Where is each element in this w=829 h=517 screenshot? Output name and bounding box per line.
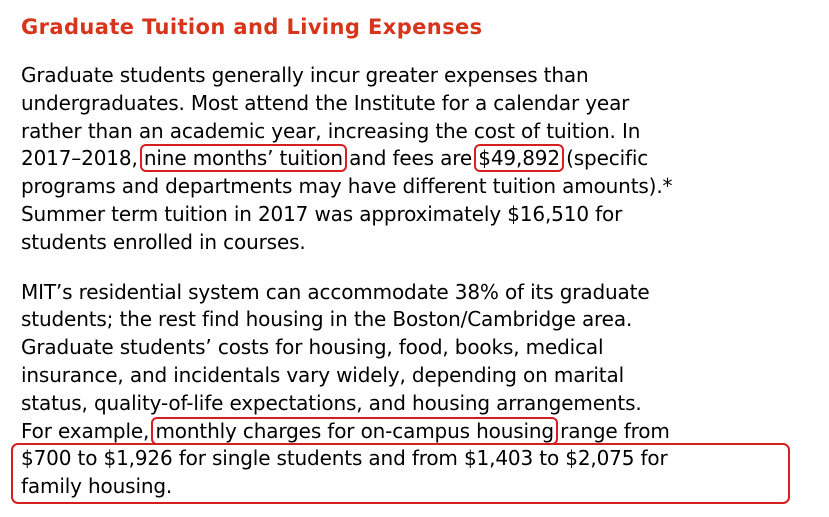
section-heading: Graduate Tuition and Living Expenses (21, 15, 483, 39)
text-line: undergraduates. Most attend the Institute for a calendar year (21, 90, 630, 115)
text-fragment: range from (553, 418, 670, 443)
text-line: MIT’s residential system can accommodate 38% of its graduate (21, 279, 650, 304)
text-line: Graduate students generally incur greater expenses than (21, 63, 589, 87)
text-line: rather than an academic year, increasing the cost of tuition. In (21, 118, 641, 143)
text-line: Summer term tuition in 2017 was approximately $16,510 for (21, 201, 623, 226)
text-line (21, 145, 811, 173)
text-line: insurance, and incidentals vary widely, depending on marital (21, 362, 625, 387)
highlight-nine-months-tuition: nine months’ tuition (140, 144, 347, 172)
text-line: $700 to $1,926 for single students and from $1,403 to $2,075 for (21, 446, 668, 471)
tuition-paragraph (21, 62, 811, 257)
document-page (21, 12, 811, 501)
text-line: Graduate students’ costs for housing, food, books, medical (21, 335, 604, 360)
text-fragment: For example, (21, 418, 156, 443)
text-line: family housing. (21, 474, 173, 499)
text-fragment: and fees are (342, 146, 479, 171)
text-line: students enrolled in courses. (21, 229, 306, 254)
housing-paragraph (21, 279, 811, 501)
text-line: status, quality-of-life expectations, and housing arrangements. (21, 390, 642, 415)
text-line: students; the rest find housing in the Boston/Cambridge area. (21, 307, 633, 332)
text-line: programs and departments may have different tuition amounts).* (21, 174, 673, 199)
highlight-monthly-housing-charges: monthly charges for on-campus housing (151, 417, 558, 445)
text-fragment: (specific (559, 146, 649, 171)
highlight-tuition-amount: $49,892 (474, 144, 564, 172)
text-line (21, 418, 811, 446)
text-fragment: 2017–2018, (21, 146, 144, 171)
